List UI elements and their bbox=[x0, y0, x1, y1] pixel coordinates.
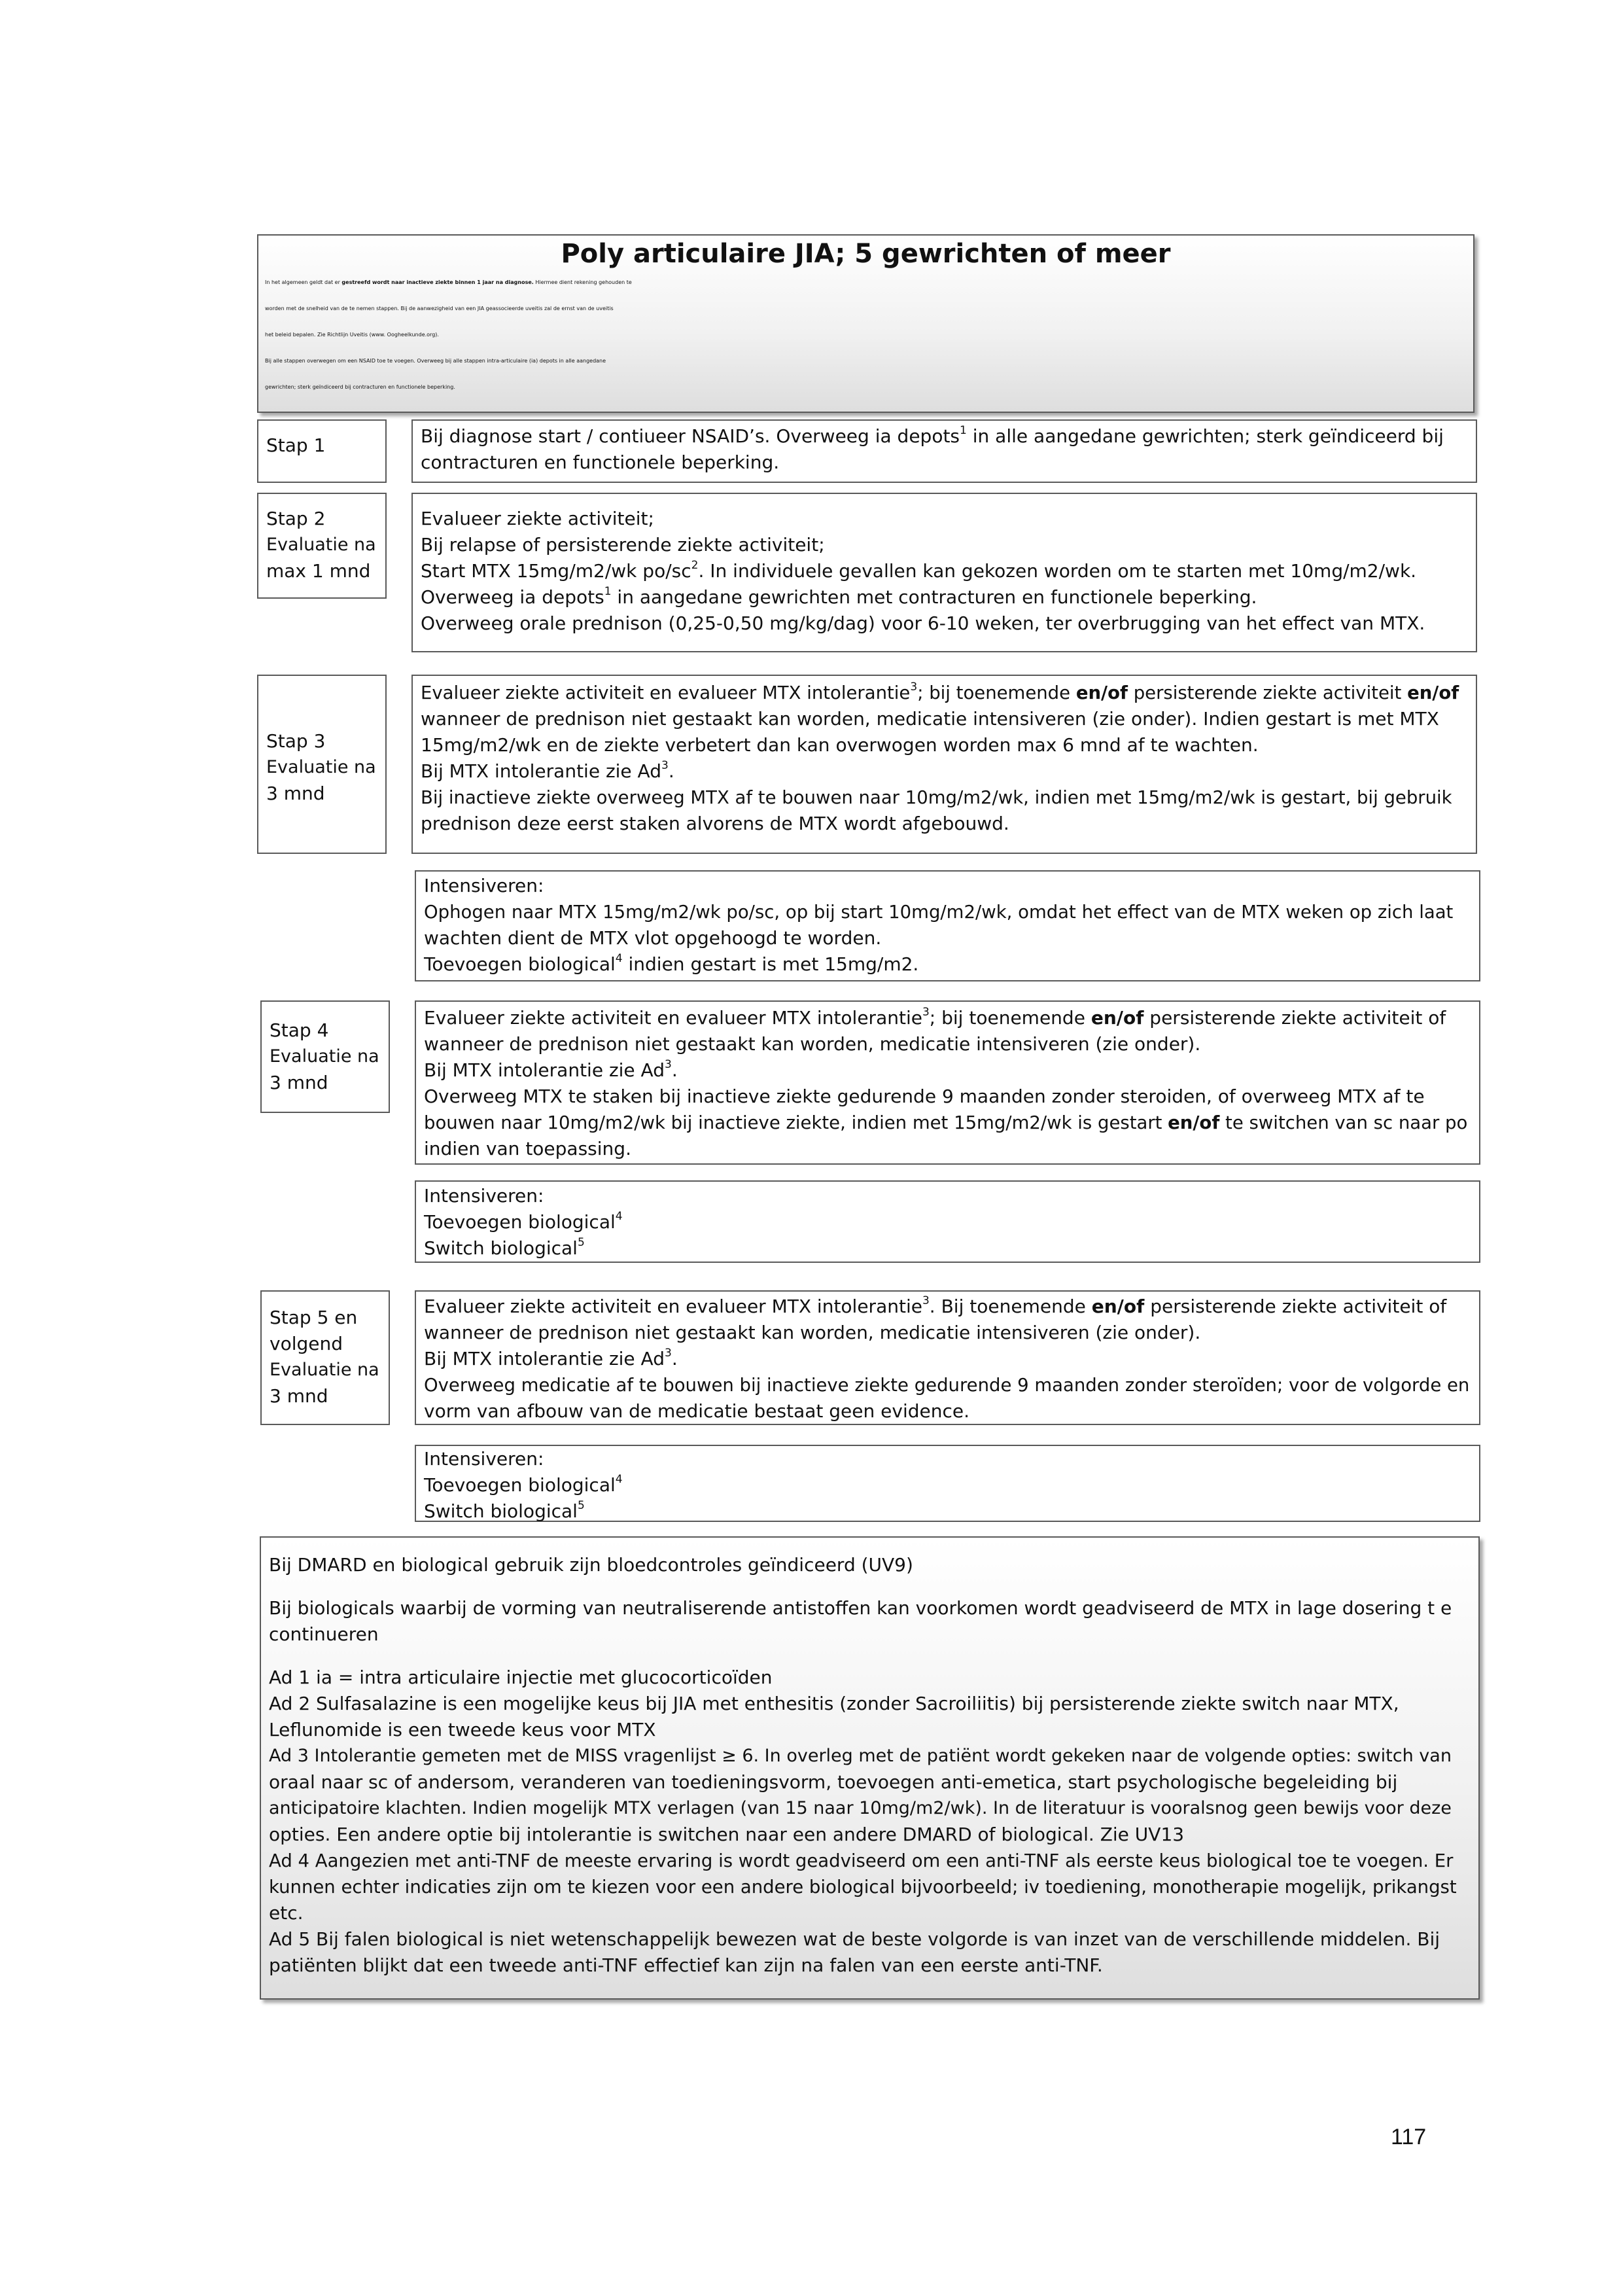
note-ad4-line-3: etc. bbox=[269, 1902, 304, 1924]
intensify-5-line-2: Toevoegen biological$^4$ bbox=[424, 1472, 623, 1496]
intensify-3-line-3: wachten dient de MTX vlot opgehoogd te worden. bbox=[424, 927, 882, 949]
step-5-line-5: vorm van afbouw van de medicatie bestaat geen evidence. bbox=[424, 1400, 969, 1422]
note-ad3-line-4: opties. Een andere optie bij intolerantie is switchen naar een andere DMARD of biological. Zie UV13 bbox=[269, 1824, 1185, 1845]
note-ad2-line-2: Leflunomide is een tweede keus voor MTX bbox=[269, 1719, 656, 1740]
page-number: 117 bbox=[1391, 2125, 1427, 2149]
step-3-label-line: Stap 3 bbox=[266, 730, 326, 752]
note-ad3-line-1: Ad 3 Intolerantie gemeten met de MISS vragenlijst ≥ 6. In overleg met de patiënt wordt gekeken naar de volgende opties: switch van bbox=[269, 1746, 1452, 1766]
step-5-box bbox=[415, 1290, 1480, 1425]
step-4-line-4: Overweeg MTX te staken bij inactieve ziekte gedurende 9 maanden zonder steroiden, of overweeg MTX af te bbox=[424, 1086, 1425, 1107]
intensify-5-line-1: Intensiveren: bbox=[424, 1448, 544, 1470]
notes-box bbox=[260, 1536, 1480, 2000]
step-3-line-1: Evalueer ziekte activiteit en evalueer MTX intolerantie$^3$; bij toenemende en/of persisterende ziekte activiteit en/of bbox=[421, 680, 1459, 703]
step-5-label-line: 3 mnd bbox=[270, 1385, 328, 1407]
intro-line-4: Bij alle stappen overwegen om een NSAID toe te voegen. Overweeg bij alle stappen intra-articulaire (ia) depots in alle aangedane bbox=[265, 358, 606, 364]
intro-box bbox=[257, 234, 1475, 413]
step-3-box bbox=[411, 675, 1477, 854]
step-3-line-3: 15mg/m2/wk en de ziekte verbetert dan kan overwogen worden max 6 mnd af te wachten. bbox=[421, 734, 1259, 756]
intensify-4-line-1: Intensiveren: bbox=[424, 1185, 544, 1207]
note-ad2-line-1: Ad 2 Sulfasalazine is een mogelijke keus bij JIA met enthesitis (zonder Sacroiliitis) bij persisterende ziekte switch naar MTX, bbox=[269, 1693, 1399, 1714]
intensify-4-box bbox=[415, 1180, 1480, 1263]
step-2-label-line: Evaluatie na bbox=[266, 535, 376, 555]
step-3-label-line: Evaluatie na bbox=[266, 757, 376, 777]
step-5-label bbox=[260, 1290, 390, 1425]
intensify-3-line-1: Intensiveren: bbox=[424, 875, 544, 896]
note-ad3-line-3: anticipatoire klachten. Indien mogelijk MTX verlagen (van 15 naar 10mg/m2/wk). In de literatuur is vooralsnog geen bewijs voor deze bbox=[269, 1798, 1452, 1818]
step-4-line-5: bouwen naar 10mg/m2/wk bij inactieve ziekte, indien met 15mg/m2/wk is gestart en/of te switchen van sc naar po bbox=[424, 1112, 1468, 1133]
intensify-5-line-3: Switch biological$^5$ bbox=[424, 1498, 585, 1522]
intensify-4-line-3: Switch biological$^5$ bbox=[424, 1235, 585, 1259]
step-2-line-4: Overweeg ia depots$^1$ in aangedane gewrichten met contracturen en functionele beperking. bbox=[421, 584, 1257, 608]
step-1-box bbox=[411, 419, 1477, 483]
step-5-line-1: Evalueer ziekte activiteit en evalueer MTX intolerantie$^3$. Bij toenemende en/of persisterende ziekte activiteit of bbox=[424, 1294, 1447, 1317]
step-4-line-3: Bij MTX intolerantie zie Ad$^3$. bbox=[424, 1057, 678, 1081]
step-4-label bbox=[260, 1000, 390, 1113]
note-ad5-line-2: patiënten blijkt dat een tweede anti-TNF effectief kan zijn na falen van een eerste anti-TNF. bbox=[269, 1954, 1103, 1976]
step-2-line-5: Overweeg orale prednison (0,25-0,50 mg/kg/dag) voor 6-10 weken, ter overbrugging van het effect van MTX. bbox=[421, 612, 1425, 634]
intensify-3-line-2: Ophogen naar MTX 15mg/m2/wk po/sc, op bij start 10mg/m2/wk, omdat het effect van de MTX weken op zich laat bbox=[424, 902, 1454, 923]
step-4-box bbox=[415, 1000, 1480, 1165]
step-1-line-2: contracturen en functionele beperking. bbox=[421, 451, 780, 473]
step-1-line-1: Bij diagnose start / contiueer NSAID’s. Overweeg ia depots$^1$ in alle aangedane gewrichten; sterk geïndiceerd bij bbox=[421, 423, 1444, 447]
step-4-label-line: Stap 4 bbox=[270, 1019, 329, 1041]
step-5-label-line: volgend bbox=[270, 1333, 343, 1354]
step-5-line-2: wanneer de prednison niet gestaakt kan worden, medicatie intensiveren (zie onder). bbox=[424, 1322, 1201, 1343]
step-4-label-line: Evaluatie na bbox=[270, 1046, 379, 1067]
step-4-line-1: Evalueer ziekte activiteit en evalueer MTX intolerantie$^3$; bij toenemende en/of persisterende ziekte activiteit of bbox=[424, 1005, 1446, 1029]
step-5-line-4: Overweeg medicatie af te bouwen bij inactieve ziekte gedurende 9 maanden zonder steroïden; voor de volgorde en bbox=[424, 1375, 1470, 1396]
step-2-label-line: max 1 mnd bbox=[266, 560, 371, 582]
page-title: Poly articulaire JIA; 5 gewrichten of meer bbox=[561, 239, 1171, 269]
step-4-line-6: indien van toepassing. bbox=[424, 1138, 631, 1159]
note-ad4-line-2: kunnen echter indicaties zijn om te kiezen voor een andere biological bijvoorbeeld; iv toediening, monotherapie mogelijk, prikangst bbox=[269, 1877, 1457, 1898]
step-5-line-3: Bij MTX intolerantie zie Ad$^3$. bbox=[424, 1346, 678, 1369]
note-ad3-line-2: oraal naar sc of andersom, veranderen van toedieningsvorm, toevoegen anti-emetica, start psychologische begeleiding bij bbox=[269, 1771, 1398, 1793]
step-1-label-line: Stap 1 bbox=[266, 434, 326, 456]
step-2-line-2: Bij relapse of persisterende ziekte activiteit; bbox=[421, 534, 825, 556]
note-ad4-line-1: Ad 4 Aangezien met anti-TNF de meeste ervaring is wordt geadviseerd om een anti-TNF als eerste keus biological toe te voegen. Er bbox=[269, 1850, 1454, 1871]
note-ad1: Ad 1 ia = intra articulaire injectie met glucocorticoïden bbox=[269, 1667, 773, 1688]
notes-p2-line-2: continueren bbox=[269, 1623, 379, 1645]
intensify-4-line-2: Toevoegen biological$^4$ bbox=[424, 1209, 623, 1233]
step-2-line-1: Evalueer ziekte activiteit; bbox=[421, 508, 654, 529]
step-2-label-line: Stap 2 bbox=[266, 508, 326, 529]
intensify-3-box bbox=[415, 870, 1480, 981]
intro-line-2: worden met de snelheid van de te nemen stappen. Bij de aanwezigheid van een JIA geassocieerde uveitis zal de ernst van de uveitis bbox=[265, 306, 614, 311]
intro-line-3: het beleid bepalen. Zie Richtlijn Uveitis (www. Oogheelkunde.org). bbox=[265, 332, 439, 338]
notes-p1: Bij DMARD en biological gebruik zijn bloedcontroles geïndiceerd (UV9) bbox=[269, 1554, 913, 1576]
intro-line-5: gewrichten; sterk geïndiceerd bij contracturen en functionele beperking. bbox=[265, 384, 455, 390]
step-4-line-2: wanneer de prednison niet gestaakt kan worden, medicatie intensiveren (zie onder). bbox=[424, 1033, 1201, 1055]
intro-line-1: In het algemeen geldt dat er gestreefd wordt naar inactieve ziekte binnen 1 jaar na diagnose. Hiermee dient rekening gehouden te bbox=[265, 279, 632, 285]
step-1-label bbox=[257, 419, 387, 483]
step-3-line-2: wanneer de prednison niet gestaakt kan worden, medicatie intensiveren (zie onder). Indien gestart is met MTX bbox=[421, 708, 1439, 730]
step-3-line-4: Bij MTX intolerantie zie Ad$^3$. bbox=[421, 758, 674, 782]
step-3-line-6: prednison deze eerst staken alvorens de MTX wordt afgebouwd. bbox=[421, 813, 1009, 834]
step-5-label-line: Stap 5 en bbox=[270, 1307, 358, 1328]
note-ad5-line-1: Ad 5 Bij falen biological is niet wetenschappelijk bewezen wat de beste volgorde is van inzet van de verschillende middelen. Bij bbox=[269, 1928, 1440, 1950]
step-3-line-5: Bij inactieve ziekte overweeg MTX af te bouwen naar 10mg/m2/wk, indien met 15mg/m2/wk is gestart, bij gebruik bbox=[421, 787, 1452, 808]
step-5-label-line: Evaluatie na bbox=[270, 1360, 379, 1380]
step-2-box bbox=[411, 493, 1477, 652]
step-2-line-3: Start MTX 15mg/m2/wk $po/sc^2$. In individuele gevallen kan gekozen worden om te starten met 10mg/m2/wk. bbox=[421, 558, 1417, 582]
step-4-label-line: 3 mnd bbox=[270, 1072, 328, 1093]
step-3-label bbox=[257, 675, 387, 854]
notes-p2-line-1: Bij biologicals waarbij de vorming van neutraliserende antistoffen kan voorkomen wordt geadviseerd de MTX in lage dosering t e bbox=[269, 1597, 1452, 1619]
intensify-3-line-4: Toevoegen biological$^4$ indien gestart is met 15mg/m2. bbox=[424, 951, 919, 975]
intensify-5-box bbox=[415, 1445, 1480, 1522]
step-2-label bbox=[257, 493, 387, 599]
step-3-label-line: 3 mnd bbox=[266, 783, 325, 804]
